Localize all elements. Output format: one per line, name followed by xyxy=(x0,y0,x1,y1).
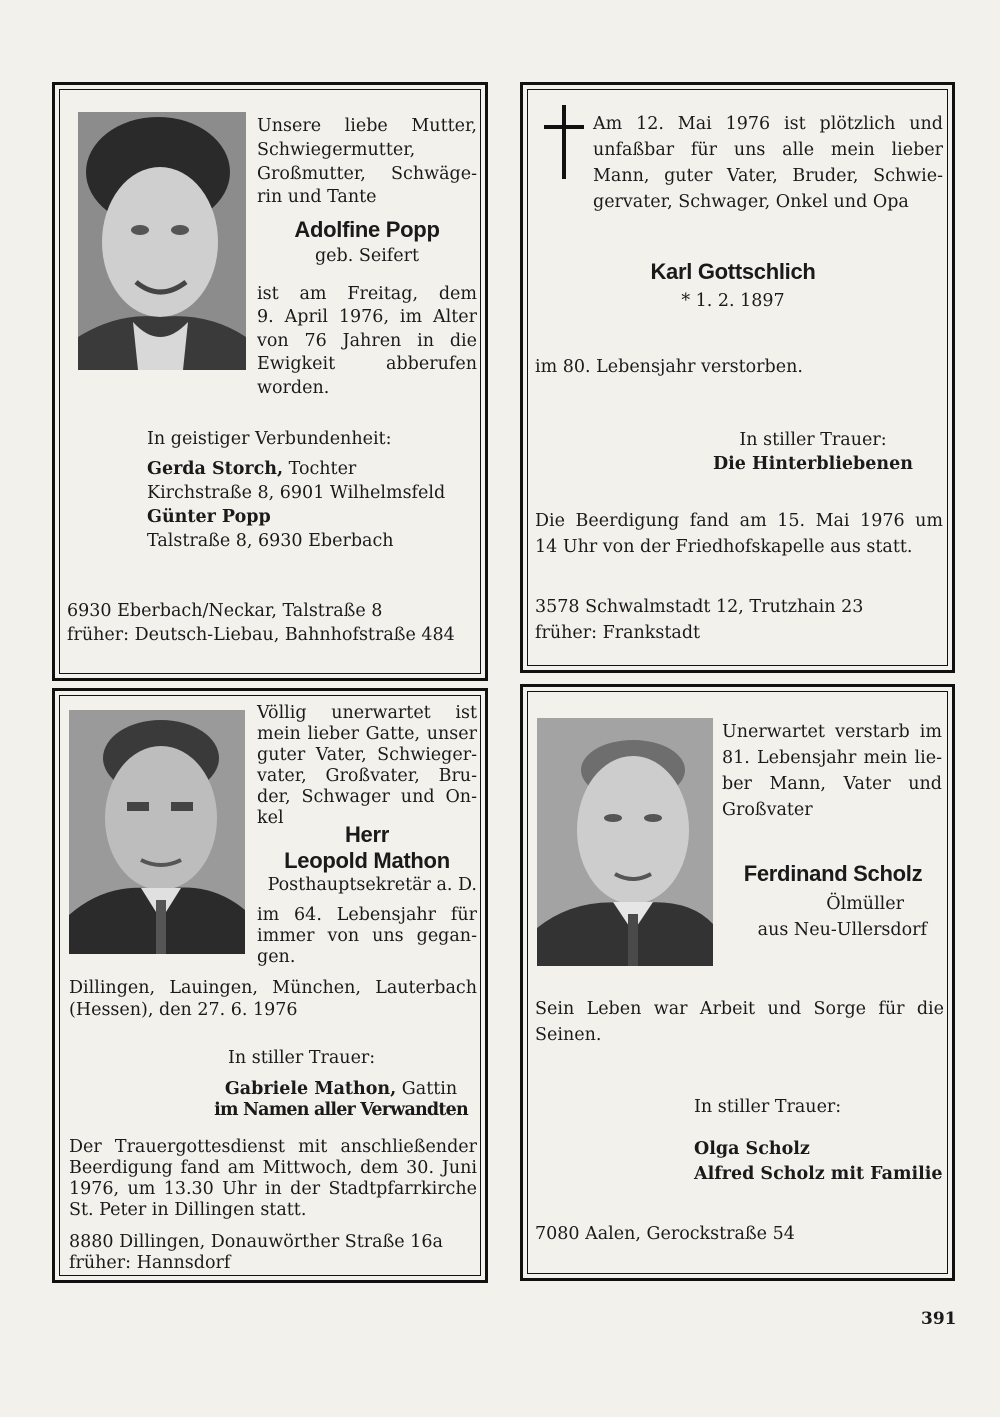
mourner-2-address: Talstraße 8, 6930 Eberbach xyxy=(147,531,394,551)
body-line: ist am Freitag, dem xyxy=(257,284,477,304)
address: 7080 Aalen, Gerockstraße 54 xyxy=(535,1224,795,1244)
body-line: immer von uns gegan- xyxy=(257,926,477,946)
obituary-adolfine-popp xyxy=(52,82,488,681)
profession: Ölmüller xyxy=(826,894,904,914)
funeral-line: 14 Uhr von der Friedhofskapelle aus statt. xyxy=(535,537,913,557)
death-note: im 80. Lebensjahr verstorben. xyxy=(535,357,803,377)
mourner-2: Alfred Scholz mit Familie xyxy=(694,1164,943,1184)
mourning-intro: In stiller Trauer: xyxy=(739,430,887,450)
portrait-photo-adolfine-popp xyxy=(78,112,246,370)
mourner xyxy=(205,1079,477,1100)
mourner-1-name: Gerda Storch, xyxy=(147,459,284,479)
body-line: gen. xyxy=(257,947,296,967)
address: 8880 Dillingen, Donauwörther Straße 16a xyxy=(69,1232,443,1252)
intro-line: gervater, Schwager, Onkel und Opa xyxy=(593,192,909,212)
intro-line: Unsere liebe Mutter, xyxy=(257,116,477,136)
intro-line: Mann, guter Vater, Bruder, Schwie- xyxy=(593,166,943,186)
service-line: Der Trauergottesdienst mit anschließender xyxy=(69,1137,477,1157)
service-line: St. Peter in Dillingen statt. xyxy=(69,1200,307,1220)
profession: Posthauptsekretär a. D. xyxy=(267,875,477,895)
intro-line: ber Mann, Vater und xyxy=(722,774,942,794)
deceased-name: Leopold Mathon xyxy=(284,848,450,873)
portrait-photo-ferdinand-scholz xyxy=(537,718,713,966)
body-line: im 64. Lebensjahr für xyxy=(257,905,477,925)
funeral-line: Die Beerdigung fand am 15. Mai 1976 um xyxy=(535,511,943,531)
cross-icon xyxy=(544,105,584,179)
page-number: 391 xyxy=(921,1309,957,1329)
intro-line: der, Schwager und On- xyxy=(257,787,477,807)
mourner-1: Olga Scholz xyxy=(694,1139,810,1159)
life-line: Seinen. xyxy=(535,1025,602,1045)
obituary-leopold-mathon xyxy=(52,688,488,1283)
mourning-intro: In stiller Trauer: xyxy=(228,1048,376,1068)
service-line: Beerdigung fand am Mittwoch, dem 30. Juni xyxy=(69,1158,477,1178)
obituary-ferdinand-scholz xyxy=(520,684,955,1281)
service-line: 1976, um 13.30 Uhr in der Stadtpfarrkirche xyxy=(69,1179,477,1199)
intro-line: Schwiegermutter, xyxy=(257,140,416,160)
deceased-name: Karl Gottschlich xyxy=(650,259,816,284)
mourners: Die Hinterbliebenen xyxy=(712,454,913,474)
deceased-name: Adolfine Popp xyxy=(294,217,440,242)
mourner-1-role: Tochter xyxy=(283,459,357,479)
body-line: worden. xyxy=(257,378,330,398)
title: Herr xyxy=(344,822,390,847)
mourner-1 xyxy=(147,458,356,482)
intro-line: vater, Großvater, Bru- xyxy=(257,766,477,786)
origin: aus Neu-Ullersdorf xyxy=(757,920,927,940)
deceased-name: Ferdinand Scholz xyxy=(743,861,923,886)
intro-line: Großvater xyxy=(722,800,813,820)
intro-line: kel xyxy=(257,808,284,828)
place-date: (Hessen), den 27. 6. 1976 xyxy=(69,1000,298,1020)
place-date: Dillingen, Lauingen, München, Lauterbach xyxy=(69,978,477,998)
birth-date: * 1. 2. 1897 xyxy=(681,291,785,311)
intro-line: Großmutter, Schwäge- xyxy=(257,164,477,184)
obituary-karl-gottschlich xyxy=(520,82,955,673)
former-address: früher: Hannsdorf xyxy=(69,1253,231,1273)
body-line: von 76 Jahren in die xyxy=(257,331,477,351)
mourner-name: Gabriele Mathon, xyxy=(224,1079,397,1099)
intro-line: Völlig unerwartet ist xyxy=(257,703,477,723)
mourner-note: im Namen aller Verwandten xyxy=(214,1100,468,1120)
former-address: früher: Frankstadt xyxy=(535,623,701,643)
intro-line: Am 12. Mai 1976 ist plötzlich und xyxy=(593,114,943,134)
mourner-2-name: Günter Popp xyxy=(147,507,271,527)
intro-line: mein lieber Gatte, unser xyxy=(257,724,477,744)
former-address: früher: Deutsch-Liebau, Bahnhofstraße 484 xyxy=(67,625,455,645)
portrait-photo-leopold-mathon xyxy=(69,710,245,954)
intro-line: rin und Tante xyxy=(257,187,377,207)
mourner-1-address: Kirchstraße 8, 6901 Wilhelmsfeld xyxy=(147,483,446,503)
birth-name: geb. Seifert xyxy=(314,246,420,266)
mourning-intro: In geistiger Verbundenheit: xyxy=(147,429,392,449)
body-line: 9. April 1976, im Alter xyxy=(257,307,477,327)
address: 6930 Eberbach/Neckar, Talstraße 8 xyxy=(67,601,383,621)
intro-line: unfaßbar für uns alle mein lieber xyxy=(593,140,943,160)
intro-line: guter Vater, Schwieger- xyxy=(257,745,477,765)
mourning-intro: In stiller Trauer: xyxy=(694,1097,842,1117)
body-line: Ewigkeit abberufen xyxy=(257,354,477,374)
address: 3578 Schwalmstadt 12, Trutzhain 23 xyxy=(535,597,864,617)
mourner-role: Gattin xyxy=(396,1079,458,1099)
intro-line: 81. Lebensjahr mein lie- xyxy=(722,748,942,768)
life-line: Sein Leben war Arbeit und Sorge für die xyxy=(535,999,944,1019)
intro-line: Unerwartet verstarb im xyxy=(722,722,942,742)
